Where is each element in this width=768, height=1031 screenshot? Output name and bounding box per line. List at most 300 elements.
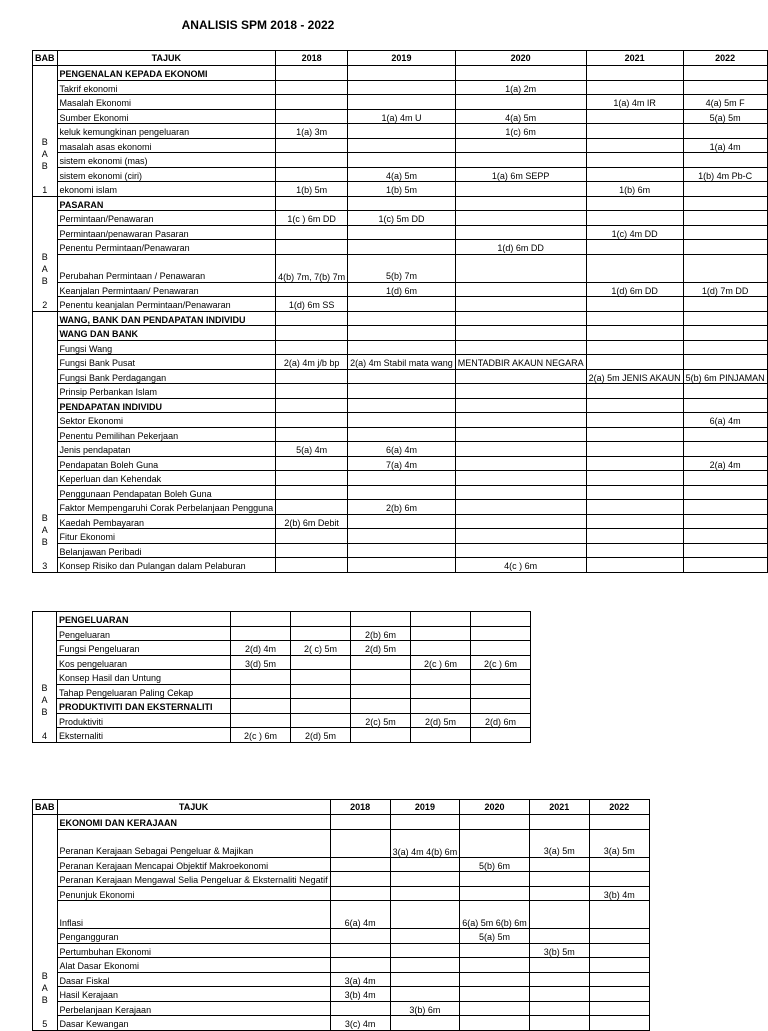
cell-2022 — [683, 240, 767, 255]
cell-2022 — [471, 713, 531, 728]
cell-2018 — [276, 500, 348, 515]
topic-cell: masalah asas ekonomi — [57, 138, 276, 153]
cell-2020 — [455, 109, 586, 124]
table-row — [33, 626, 531, 641]
cell-2021 — [586, 66, 683, 81]
table-row — [33, 728, 531, 743]
cell-2018 — [231, 684, 291, 699]
topic-cell: Dasar Kewangan — [57, 1016, 330, 1031]
column-header-y2022: 2022 — [589, 800, 649, 815]
cell-2019 — [348, 500, 456, 515]
cell-2018 — [276, 95, 348, 110]
cell-2020 — [460, 972, 530, 987]
cell-2018 — [276, 442, 348, 457]
topic-cell: Fitur Ekonomi — [57, 529, 276, 544]
cell-2020 — [351, 655, 411, 670]
topic-cell: keluk kemungkinan pengeluaran — [57, 124, 276, 139]
cell-2020 — [460, 987, 530, 1002]
cell-2019 — [390, 829, 460, 857]
cell-2022 — [683, 167, 767, 182]
cell-2020 — [455, 167, 586, 182]
cell-2021 — [586, 369, 683, 384]
cell-2020 — [351, 728, 411, 743]
cell-2022 — [589, 929, 649, 944]
cell-2018 — [276, 138, 348, 153]
cell-value: 1(d) 7m DD — [701, 285, 749, 296]
cell-2018 — [330, 901, 390, 929]
cell-value: 3(a) 4m — [344, 975, 376, 986]
table-row — [33, 167, 768, 182]
cell-2021 — [586, 95, 683, 110]
cell-2022 — [589, 872, 649, 887]
topic-cell: Fungsi Bank Pusat — [57, 355, 276, 370]
cell-value: 1(b) 4m Pb-C — [698, 170, 753, 181]
bab-label-char — [35, 548, 55, 560]
cell-2019 — [348, 138, 456, 153]
table-row — [33, 282, 768, 297]
cell-2019 — [348, 311, 456, 326]
cell-2022 — [589, 815, 649, 830]
cell-2020 — [455, 282, 586, 297]
header-row — [33, 800, 650, 815]
topic-cell: Pengeluaran — [57, 626, 231, 641]
cell-value: 2(c ) 6m — [243, 731, 277, 742]
table-row — [33, 442, 768, 457]
cell-2021 — [586, 311, 683, 326]
cell-value: 1(b) 6m — [619, 185, 651, 196]
bab-label-char — [35, 172, 55, 184]
cell-2019 — [291, 626, 351, 641]
bab-label-char: A — [41, 263, 48, 274]
cell-2018 — [276, 384, 348, 399]
cell-2018 — [276, 297, 348, 312]
cell-2018 — [231, 641, 291, 656]
cell-value: 2( c) 5m — [303, 644, 337, 655]
cell-2021 — [411, 728, 471, 743]
cell-value: 2(a) 5m JENIS AKAUN — [588, 372, 681, 383]
topic-cell: Pengangguran — [57, 929, 330, 944]
bab-label-char: 1 — [42, 184, 48, 195]
cell-2022 — [683, 500, 767, 515]
topic-cell: Sektor Ekonomi — [57, 413, 276, 428]
cell-2018 — [276, 398, 348, 413]
topic-cell: Produktiviti — [57, 713, 231, 728]
cell-2022 — [683, 225, 767, 240]
table-row — [33, 153, 768, 168]
cell-2020 — [455, 413, 586, 428]
cell-value: 6(a) 4m — [709, 416, 741, 427]
cell-2020 — [455, 427, 586, 442]
cell-2019 — [348, 326, 456, 341]
cell-2019 — [348, 398, 456, 413]
cell-2020 — [351, 612, 411, 627]
table-row — [33, 355, 768, 370]
cell-2021 — [586, 124, 683, 139]
section-heading: WANG DAN BANK — [57, 326, 276, 341]
cell-value: 2(d) 5m — [364, 644, 396, 655]
table-row — [33, 987, 650, 1002]
cell-2019 — [291, 670, 351, 685]
bab-label-char: A — [41, 694, 48, 705]
cell-2019 — [348, 297, 456, 312]
cell-2021 — [586, 153, 683, 168]
cell-2022 — [683, 196, 767, 211]
table-row — [33, 109, 768, 124]
cell-2021 — [529, 1001, 589, 1016]
cell-2020 — [455, 326, 586, 341]
topic-cell: Inflasi — [57, 901, 330, 929]
column-header-y2019: 2019 — [390, 800, 460, 815]
table-row — [33, 514, 768, 529]
cell-2019 — [348, 471, 456, 486]
cell-2021 — [586, 211, 683, 226]
topic-cell: Kos pengeluaran — [57, 655, 231, 670]
bab-label-char: B — [41, 682, 48, 693]
topic-cell: Jenis pendapatan — [57, 442, 276, 457]
cell-2022 — [683, 326, 767, 341]
cell-2022 — [471, 612, 531, 627]
cell-2020 — [351, 713, 411, 728]
cell-2020 — [460, 857, 530, 872]
cell-2020 — [455, 558, 586, 573]
table-row — [33, 872, 650, 887]
section-heading: EKONOMI DAN KERAJAAN — [57, 815, 330, 830]
cell-2021 — [586, 240, 683, 255]
table-row — [33, 713, 531, 728]
cell-2021 — [586, 254, 683, 282]
topic-cell: Fungsi Bank Perdagangan — [57, 369, 276, 384]
cell-value: 2(a) 4m Stabil mata wang — [350, 358, 453, 369]
table-row — [33, 943, 650, 958]
cell-2018 — [276, 254, 348, 282]
cell-value: 1(d) 6m SS — [288, 300, 335, 311]
cell-2019 — [348, 240, 456, 255]
cell-2018 — [330, 1016, 390, 1031]
topic-cell: Penggunaan Pendapatan Boleh Guna — [57, 485, 276, 500]
topic-cell: Alat Dasar Ekonomi — [57, 958, 330, 973]
cell-value: 2(a) 4m j/b bp — [283, 358, 340, 369]
cell-2021 — [586, 500, 683, 515]
cell-value: 1(b) 5m — [296, 185, 328, 196]
topic-cell: sistem ekonomi (ciri) — [57, 167, 276, 182]
cell-2019 — [390, 886, 460, 901]
cell-2020 — [455, 384, 586, 399]
cell-value: MENTADBIR AKAUN NEGARA — [457, 358, 584, 369]
cell-2022 — [683, 66, 767, 81]
table-row — [33, 1001, 650, 1016]
topic-cell: Pertumbuhan Ekonomi — [57, 943, 330, 958]
cell-2022 — [589, 958, 649, 973]
cell-2020 — [351, 626, 411, 641]
cell-2018 — [276, 485, 348, 500]
table-row — [33, 529, 768, 544]
cell-2018 — [276, 326, 348, 341]
cell-2018 — [231, 713, 291, 728]
bab-label-b4 — [33, 612, 57, 743]
topic-cell: Konsep Risiko dan Pulangan dalam Pelaburan — [57, 558, 276, 573]
cell-value: 2(c) 5m — [365, 716, 396, 727]
cell-value: 1(a) 4m U — [381, 112, 422, 123]
cell-2021 — [529, 987, 589, 1002]
cell-2020 — [455, 369, 586, 384]
table-row — [33, 641, 531, 656]
cell-2018 — [231, 670, 291, 685]
cell-2018 — [276, 529, 348, 544]
cell-2020 — [460, 829, 530, 857]
cell-2018 — [276, 196, 348, 211]
cell-2021 — [411, 641, 471, 656]
cell-value: 4(c ) 6m — [504, 561, 538, 572]
cell-2018 — [276, 340, 348, 355]
cell-2018 — [276, 282, 348, 297]
table-row — [33, 612, 531, 627]
cell-2022 — [589, 901, 649, 929]
topic-cell: Hasil Kerajaan — [57, 987, 330, 1002]
cell-2019 — [348, 109, 456, 124]
cell-2020 — [455, 182, 586, 197]
topic-cell: Permintaan/penawaran Pasaran — [57, 225, 276, 240]
cell-2022 — [589, 1001, 649, 1016]
cell-value: 3(b) 4m — [603, 889, 635, 900]
cell-2020 — [455, 340, 586, 355]
cell-2019 — [348, 427, 456, 442]
cell-value: 5(a) 5m — [478, 932, 510, 943]
cell-2022 — [683, 384, 767, 399]
bab-label-char: B — [41, 706, 48, 717]
column-header-y2022: 2022 — [683, 51, 767, 66]
column-header-y2020: 2020 — [460, 800, 530, 815]
cell-2020 — [455, 543, 586, 558]
cell-2020 — [460, 872, 530, 887]
topic-cell: Permintaan/Penawaran — [57, 211, 276, 226]
cell-2019 — [348, 485, 456, 500]
cell-2019 — [348, 167, 456, 182]
cell-2020 — [455, 297, 586, 312]
column-header-y2018: 2018 — [330, 800, 390, 815]
cell-2019 — [348, 80, 456, 95]
cell-2019 — [348, 442, 456, 457]
cell-2020 — [455, 456, 586, 471]
cell-value: 2(a) 4m — [709, 459, 741, 470]
table-row — [33, 66, 768, 81]
cell-2018 — [276, 225, 348, 240]
bab-label-char: B — [41, 251, 48, 262]
cell-2019 — [390, 815, 460, 830]
cell-2018 — [330, 1001, 390, 1016]
cell-2021 — [586, 543, 683, 558]
cell-value: 4(a) 5m — [385, 170, 417, 181]
cell-2018 — [330, 815, 390, 830]
cell-2019 — [390, 958, 460, 973]
cell-2018 — [276, 182, 348, 197]
cell-2022 — [589, 972, 649, 987]
cell-2022 — [589, 987, 649, 1002]
topic-cell: Peranan Kerajaan Sebagai Pengeluar & Majikan — [57, 829, 330, 857]
cell-2021 — [529, 929, 589, 944]
cell-2020 — [460, 958, 530, 973]
bab-label-b5 — [33, 815, 58, 1031]
bab-label-b3 — [33, 311, 58, 572]
bab-label-char: 2 — [42, 299, 48, 310]
bab-label-char: B — [41, 994, 48, 1005]
cell-value: 6(a) 4m — [344, 917, 376, 928]
cell-2018 — [276, 167, 348, 182]
cell-2018 — [330, 886, 390, 901]
cell-2021 — [411, 684, 471, 699]
cell-2019 — [348, 413, 456, 428]
table-row — [33, 182, 768, 197]
cell-2021 — [586, 558, 683, 573]
cell-2022 — [471, 641, 531, 656]
table-row — [33, 670, 531, 685]
table-row — [33, 857, 650, 872]
cell-2019 — [348, 196, 456, 211]
cell-2020 — [460, 929, 530, 944]
cell-2022 — [683, 355, 767, 370]
cell-value: 4(a) 5m F — [705, 98, 745, 109]
cell-value: 2(b) 6m — [364, 629, 396, 640]
cell-2022 — [683, 398, 767, 413]
cell-2021 — [586, 456, 683, 471]
cell-2018 — [276, 124, 348, 139]
topic-cell: Belanjawan Peribadi — [57, 543, 276, 558]
cell-2019 — [390, 987, 460, 1002]
table-row — [33, 829, 650, 857]
cell-value: 6(a) 5m 6(b) 6m — [462, 918, 527, 928]
cell-2021 — [529, 815, 589, 830]
cell-value: 1(a) 6m SEPP — [491, 170, 550, 181]
topic-cell: Konsep Hasil dan Untung — [57, 670, 231, 685]
bab-label-char: A — [41, 982, 48, 993]
cell-2019 — [348, 182, 456, 197]
table-bab-1-3 — [32, 50, 768, 573]
cell-2022 — [471, 670, 531, 685]
topic-cell: Penentu Permintaan/Penawaran — [57, 240, 276, 255]
cell-2021 — [586, 167, 683, 182]
cell-2020 — [455, 138, 586, 153]
cell-2021 — [586, 529, 683, 544]
table-row — [33, 196, 768, 211]
table-row — [33, 369, 768, 384]
cell-2020 — [455, 485, 586, 500]
cell-2020 — [351, 670, 411, 685]
cell-2022 — [683, 282, 767, 297]
cell-2020 — [455, 124, 586, 139]
topic-cell: Penunjuk Ekonomi — [57, 886, 330, 901]
cell-2020 — [460, 901, 530, 929]
cell-value: 3(c) 4m — [344, 1019, 376, 1030]
table-row — [33, 699, 531, 714]
table-row — [33, 901, 650, 929]
cell-value: 3(a) 4m 4(b) 6m — [392, 846, 458, 857]
cell-2018 — [330, 857, 390, 872]
table-row — [33, 124, 768, 139]
cell-2021 — [411, 655, 471, 670]
bab-label-char: B — [41, 160, 48, 171]
cell-value: 1(c) 5m DD — [378, 214, 425, 225]
header-row — [33, 51, 768, 66]
topic-cell: Perbelanjaan Kerajaan — [57, 1001, 330, 1016]
table-row — [33, 684, 531, 699]
cell-2018 — [231, 655, 291, 670]
cell-2020 — [455, 398, 586, 413]
table-row — [33, 958, 650, 973]
cell-2018 — [276, 456, 348, 471]
cell-2020 — [351, 684, 411, 699]
table-row — [33, 972, 650, 987]
cell-value: 4(b) 7m, 7(b) 7m — [278, 271, 346, 282]
cell-2020 — [455, 80, 586, 95]
cell-2020 — [455, 529, 586, 544]
topic-cell: Perubahan Permintaan / Penawaran — [57, 254, 276, 282]
cell-value: 7(a) 4m — [385, 459, 417, 470]
cell-2019 — [390, 943, 460, 958]
cell-value: 1(c) 4m DD — [611, 228, 658, 239]
cell-2022 — [683, 413, 767, 428]
cell-2021 — [586, 340, 683, 355]
bab-label-char — [35, 1006, 55, 1018]
cell-2022 — [683, 514, 767, 529]
column-header-y2021: 2021 — [529, 800, 589, 815]
section-heading: PENGELUARAN — [57, 612, 231, 627]
cell-value: 5(a) 5m — [709, 112, 741, 123]
cell-value: 1(c ) 6m DD — [287, 214, 336, 225]
cell-2021 — [586, 138, 683, 153]
cell-2021 — [529, 886, 589, 901]
cell-2022 — [683, 558, 767, 573]
section-heading: PENDAPATAN INDIVIDU — [57, 398, 276, 413]
cell-2022 — [471, 728, 531, 743]
cell-value: 2(d) 4m — [244, 644, 276, 655]
bab-label-char — [35, 287, 55, 299]
cell-2019 — [390, 857, 460, 872]
cell-value: 2(d) 5m — [424, 716, 456, 727]
cell-2021 — [586, 442, 683, 457]
cell-2022 — [683, 529, 767, 544]
cell-2020 — [455, 254, 586, 282]
cell-2021 — [529, 901, 589, 929]
cell-2018 — [276, 240, 348, 255]
cell-2020 — [455, 355, 586, 370]
cell-2018 — [276, 369, 348, 384]
cell-2022 — [589, 943, 649, 958]
topic-cell: Faktor Mempengaruhi Corak Perbelanjaan Pengguna — [57, 500, 276, 515]
cell-2019 — [348, 558, 456, 573]
cell-2022 — [471, 699, 531, 714]
cell-value: 1(d) 6m — [385, 285, 417, 296]
cell-2022 — [589, 857, 649, 872]
table-row — [33, 138, 768, 153]
cell-2018 — [231, 699, 291, 714]
cell-value: 1(a) 2m — [505, 83, 537, 94]
cell-2018 — [330, 972, 390, 987]
cell-2019 — [348, 282, 456, 297]
cell-2019 — [390, 1001, 460, 1016]
cell-2018 — [276, 413, 348, 428]
topic-cell: Masalah Ekonomi — [57, 95, 276, 110]
table-row — [33, 1016, 650, 1031]
cell-2021 — [586, 427, 683, 442]
cell-2022 — [683, 311, 767, 326]
cell-2022 — [683, 80, 767, 95]
table-row — [33, 211, 768, 226]
cell-2021 — [586, 109, 683, 124]
column-header-y2020: 2020 — [455, 51, 586, 66]
cell-2018 — [330, 829, 390, 857]
table-row — [33, 485, 768, 500]
table-row — [33, 543, 768, 558]
cell-2019 — [390, 1016, 460, 1031]
